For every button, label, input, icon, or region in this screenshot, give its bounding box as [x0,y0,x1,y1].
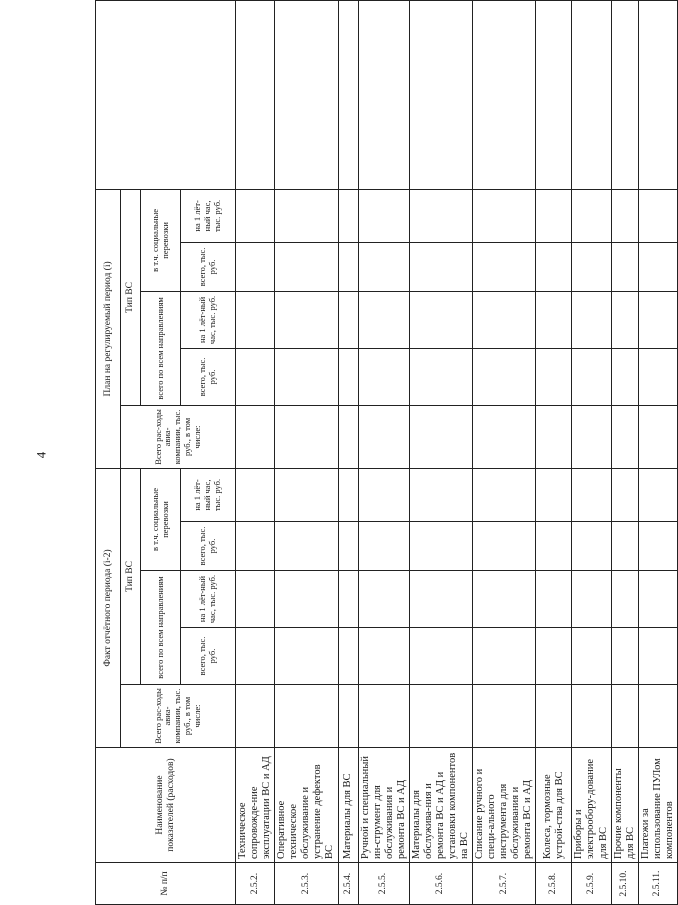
value-cell [611,628,638,685]
value-cell [638,522,677,571]
value-cell [611,685,638,748]
row-name: Колеса, тормозные устрой-ства для ВС [536,748,572,863]
value-cell [572,468,611,521]
value-cell [611,348,638,405]
header-fact: Факт отчётного периода (i-2) [96,468,121,747]
value-cell [473,1,536,190]
value-cell [338,571,358,628]
value-cell [409,405,472,468]
table-row [572,1,611,905]
table-row [638,1,677,905]
value-cell [358,468,409,521]
value-cell [358,571,409,628]
value-cell [536,1,572,190]
header-plan-all-total: всего, тыс. руб. [181,348,236,405]
value-cell [572,1,611,190]
value-cell [275,628,338,685]
value-cell [611,291,638,348]
row-name: Прочие компоненты для ВС [611,748,638,863]
value-cell [572,571,611,628]
header-plan-soc-total: всего, тыс. руб. [181,242,236,291]
row-name: Техническое сопровожде-ние эксплуатации ВС и АД [236,748,275,863]
value-cell [572,291,611,348]
header-plan-type: Тип ВС [121,189,141,405]
value-cell [638,189,677,242]
value-cell [536,468,572,521]
value-cell [275,405,338,468]
value-cell [409,291,472,348]
value-cell [409,522,472,571]
value-cell [275,522,338,571]
value-cell [473,468,536,521]
value-cell [338,685,358,748]
page-number: 4 [33,451,49,459]
value-cell [338,522,358,571]
value-cell [275,685,338,748]
value-cell [611,522,638,571]
value-cell [473,628,536,685]
value-cell [473,189,536,242]
row-name: Списание ручного и специ-ального инструмента для обслуживания и ремонта ВС и АД [473,748,536,863]
value-cell [358,242,409,291]
header-fact-total: Всего рас-ходы авиа-компании, тыс. руб., в том числе: [121,685,236,748]
header-plan-social: в т.ч. социальные перевозки [141,189,181,291]
value-cell [572,189,611,242]
value-cell [572,685,611,748]
value-cell [358,628,409,685]
value-cell [572,348,611,405]
value-cell [358,291,409,348]
value-cell [275,189,338,242]
value-cell [409,571,472,628]
header-blank [96,1,236,190]
value-cell [409,1,472,190]
row-number: 2.5.7. [473,863,536,905]
value-cell [236,348,275,405]
value-cell [338,1,358,190]
table-row [275,1,338,905]
table-row [409,1,472,905]
value-cell [611,571,638,628]
table-row [536,1,572,905]
row-number: 2.5.10. [611,863,638,905]
value-cell [275,468,338,521]
value-cell [236,628,275,685]
row-number: 2.5.2. [236,863,275,905]
row-name: Материалы для обслужива-ния и ремонта ВС и АД и установки компонентов на ВС [409,748,472,863]
value-cell [638,468,677,521]
value-cell [536,291,572,348]
value-cell [638,571,677,628]
value-cell [236,468,275,521]
value-cell [536,628,572,685]
value-cell [536,522,572,571]
row-name: Платежи за использование ПУЛом компонентов [638,748,677,863]
value-cell [236,685,275,748]
header-plan-total: Всего рас-ходы авиа-компании, тыс. руб., в том числе: [121,405,236,468]
value-cell [236,571,275,628]
row-name: Приборы и электрообору-дование для ВС [572,748,611,863]
value-cell [638,242,677,291]
row-number: 2.5.9. [572,863,611,905]
value-cell [275,242,338,291]
value-cell [611,468,638,521]
row-number: 2.5.4. [338,863,358,905]
value-cell [338,242,358,291]
value-cell [338,628,358,685]
value-cell [536,189,572,242]
header-fact-social: в т.ч. социальные перевозки [141,468,181,570]
value-cell [338,348,358,405]
value-cell [236,1,275,190]
value-cell [638,628,677,685]
value-cell [409,242,472,291]
value-cell [338,405,358,468]
header-plan-all-hour: на 1 лёт-ный час, тыс. руб. [181,291,236,348]
value-cell [473,348,536,405]
value-cell [638,291,677,348]
row-number: 2.5.5. [358,863,409,905]
value-cell [236,522,275,571]
value-cell [409,189,472,242]
header-fact-type: Тип ВС [121,468,141,684]
value-cell [536,405,572,468]
value-cell [572,242,611,291]
table-row [473,1,536,905]
value-cell [409,348,472,405]
value-cell [638,1,677,190]
header-fact-soc-hour: на 1 лёт-ный час, тыс. руб. [181,468,236,521]
header-fact-soc-total: всего, тыс. руб. [181,522,236,571]
value-cell [638,348,677,405]
header-plan-soc-hour: на 1 лёт-ный час, тыс. руб. [181,189,236,242]
value-cell [338,189,358,242]
value-cell [358,405,409,468]
value-cell [236,405,275,468]
value-cell [338,468,358,521]
value-cell [638,685,677,748]
row-name: Оперативное техническое обслуживание и устранение дефектов ВС [275,748,338,863]
value-cell [338,291,358,348]
value-cell [236,242,275,291]
value-cell [536,685,572,748]
table-row [338,1,358,905]
value-cell [572,628,611,685]
value-cell [409,468,472,521]
value-cell [572,522,611,571]
header-fact-all-hour: на 1 лёт-ный час, тыс. руб. [181,571,236,628]
cost-table-rotated [95,0,675,905]
header-fact-all-dirs: всего по всем направлениям [141,571,181,685]
row-number: 2.5.3. [275,863,338,905]
value-cell [536,571,572,628]
value-cell [473,405,536,468]
header-plan-all-dirs: всего по всем направлениям [141,291,181,405]
value-cell [236,291,275,348]
value-cell [611,189,638,242]
table-row [236,1,275,905]
row-name: Ручной и специальный ин-струмент для обслуживания и ремонта ВС и АД [358,748,409,863]
value-cell [358,1,409,190]
value-cell [275,291,338,348]
cost-table [95,0,678,905]
value-cell [536,242,572,291]
value-cell [473,522,536,571]
value-cell [638,405,677,468]
row-number: 2.5.6. [409,863,472,905]
value-cell [611,405,638,468]
header-plan: План на регулируемый период (i) [96,189,121,468]
value-cell [473,242,536,291]
value-cell [473,571,536,628]
value-cell [473,291,536,348]
value-cell [572,405,611,468]
value-cell [275,571,338,628]
header-num: № п/п [96,863,236,905]
table-row [358,1,409,905]
value-cell [275,1,338,190]
value-cell [611,242,638,291]
value-cell [358,685,409,748]
value-cell [611,1,638,190]
header-name: Наименование показателей (расходов) [96,748,236,863]
header-fact-all-total: всего, тыс. руб. [181,628,236,685]
value-cell [358,189,409,242]
row-name: Материалы для ВС [338,748,358,863]
row-number: 2.5.8. [536,863,572,905]
value-cell [236,189,275,242]
value-cell [536,348,572,405]
row-number: 2.5.11. [638,863,677,905]
value-cell [275,348,338,405]
value-cell [358,348,409,405]
value-cell [473,685,536,748]
value-cell [409,685,472,748]
value-cell [409,628,472,685]
value-cell [358,522,409,571]
table-row [611,1,638,905]
